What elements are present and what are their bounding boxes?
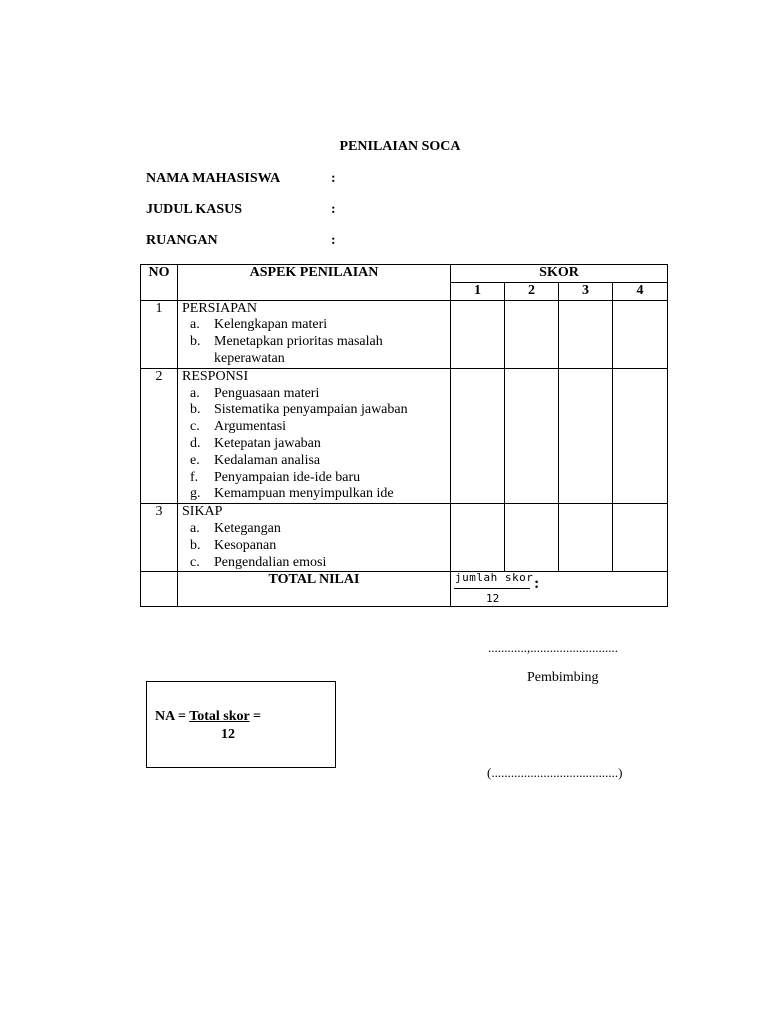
- total-fraction-colon: :: [534, 575, 540, 593]
- total-row: [141, 572, 668, 607]
- list-item: a. Penguasaan materi: [190, 385, 320, 401]
- field-colon-ruangan: :: [331, 233, 336, 248]
- signature-role: Pembimbing: [527, 670, 599, 685]
- header-score-2: 2: [505, 282, 559, 300]
- score-cell[interactable]: [559, 368, 613, 503]
- sub-item-list: [182, 386, 450, 504]
- na-suffix: =: [249, 709, 261, 724]
- score-cell[interactable]: [505, 300, 559, 368]
- total-fraction-numerator: jumlah skor: [455, 571, 534, 585]
- score-cell[interactable]: [451, 300, 505, 368]
- score-cell[interactable]: [559, 300, 613, 368]
- header-skor: SKOR: [451, 265, 668, 283]
- list-item: b. Kesopanan: [190, 537, 277, 553]
- total-fraction-denominator: 12: [486, 592, 500, 606]
- table-row: [141, 504, 668, 572]
- score-cell[interactable]: [451, 504, 505, 572]
- score-cell[interactable]: [451, 368, 505, 503]
- total-value-cell[interactable]: [451, 572, 668, 607]
- total-label: TOTAL NILAI: [178, 572, 451, 607]
- row-number: 2: [141, 368, 178, 503]
- sub-item-list: [182, 521, 450, 571]
- page-title: PENILAIAN SOCA: [339, 139, 461, 154]
- field-label-nama: NAMA MAHASISWA: [146, 171, 281, 186]
- table-header-row: [141, 265, 668, 283]
- list-item: c. Pengendalian emosi: [190, 554, 327, 570]
- row-title: SIKAP: [182, 504, 223, 520]
- list-item: c. Argumentasi: [190, 419, 287, 435]
- row-aspect: [178, 504, 451, 572]
- score-cell[interactable]: [613, 300, 668, 368]
- list-item: b. Sistematika penyampaian jawaban: [190, 402, 408, 418]
- header-aspek: ASPEK PENILAIAN: [178, 265, 451, 301]
- field-colon-judul: :: [331, 202, 336, 217]
- table-row: [141, 368, 668, 503]
- signature-name-line: (.......................................): [487, 765, 623, 780]
- field-colon-nama: :: [331, 171, 336, 186]
- list-item: f. Penyampaian ide-ide baru: [190, 469, 361, 485]
- fraction-bar: [454, 588, 530, 589]
- field-label-ruangan: RUANGAN: [146, 233, 218, 248]
- score-cell[interactable]: [613, 504, 668, 572]
- list-item: b. Menetapkan prioritas masalah keperawatan: [190, 334, 383, 366]
- assessment-table: [140, 264, 668, 607]
- na-prefix: NA =: [155, 709, 190, 724]
- header-no: NO: [141, 265, 178, 301]
- na-formula: [155, 709, 261, 725]
- row-number: 1: [141, 300, 178, 368]
- list-item: a. Ketegangan: [190, 520, 281, 536]
- list-item: d. Ketepatan jawaban: [190, 435, 321, 451]
- total-blank-cell: [141, 572, 178, 607]
- score-cell[interactable]: [505, 368, 559, 503]
- row-aspect: [178, 368, 451, 503]
- list-item: e. Kedalaman analisa: [190, 452, 321, 468]
- date-place-line: ............,...........................: [488, 640, 618, 655]
- na-numerator: Total skor: [189, 709, 250, 724]
- row-aspect: [178, 300, 451, 368]
- na-denominator: 12: [221, 727, 235, 742]
- row-title: RESPONSI: [182, 368, 249, 384]
- header-score-4: 4: [613, 282, 668, 300]
- score-cell[interactable]: [613, 368, 668, 503]
- sub-item-list: [182, 317, 450, 367]
- row-title: PERSIAPAN: [182, 300, 257, 316]
- score-cell[interactable]: [559, 504, 613, 572]
- score-cell[interactable]: [505, 504, 559, 572]
- row-number: 3: [141, 504, 178, 572]
- list-item: g. Kemampuan menyimpulkan ide: [190, 486, 394, 502]
- header-score-3: 3: [559, 282, 613, 300]
- list-item: a. Kelengkapan materi: [190, 317, 328, 333]
- field-label-judul: JUDUL KASUS: [146, 202, 243, 217]
- table-row: [141, 300, 668, 368]
- header-score-1: 1: [451, 282, 505, 300]
